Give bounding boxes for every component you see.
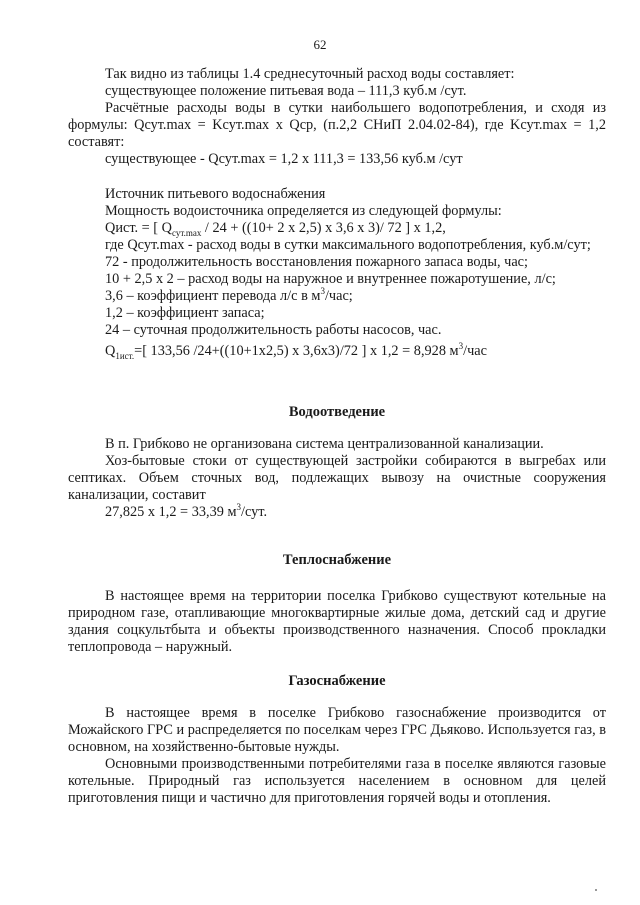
paragraph: Источник питьевого водоснабжения [105,186,326,202]
list-item: 3,6 – коэффициент перевода л/с в $м^3$/час; [105,286,353,304]
paragraph: Расчётные расходы воды в сутки наибольшего водопотребления, и сходя из формулы: Qсут.max = Kсут.max x Qср, (п.2,2 СНиП 2.04.02-84), где Kсут.max = 1,2 составят: [68,100,606,150]
list-item: 1,2 – коэффициент запаса; [105,305,265,321]
paragraph: Так видно из таблицы 1.4 среднесуточный расход воды составляет: [105,66,515,82]
heading-heating: Теплоснабжение [282,552,392,568]
paragraph: В настоящее время в поселке Грибково газоснабжение производится от Можайского ГРС и распределяется по поселкам через ГРС Дьяково. Используется газ, в основном, на хозяйственно-бытовые нужды. [68,705,606,755]
paragraph: существующее положение питьевая вода – 111,3 куб.м /сут. [105,83,467,99]
page-number: 62 [313,37,327,52]
paragraph: Мощность водоисточника определяется из следующей формулы: [105,203,502,219]
water-source-block [68,186,606,360]
heading-wastewater: Водоотведение [288,404,386,420]
list-item: 72 - продолжительность восстановления пожарного запаса воды, час; [105,254,529,270]
wastewater-block [68,436,606,521]
water-consumption-block [68,66,606,168]
paragraph: где Qсут.max - расход воды в сутки максимального водопотребления, куб.м/сут; [105,237,591,253]
gas-block [68,705,606,807]
paragraph: 27,825 х 1,2 = 33,39 $м^3$/сут. [105,502,268,520]
heating-block [68,588,606,656]
paragraph: В настоящее время на территории поселка Грибково существуют котельные на природном газе, отапливающие многоквартирные жилые дома, детский сад и другие здания соцкультбыта и объекты производственного назначения. Способ прокладки теплопровода – наружный. [68,588,606,655]
list-item: 10 + 2,5 x 2 – расход воды на наружное и внутреннее пожаротушение, л/с; [105,271,556,287]
paragraph: существующее - Qсут.max = 1,2 x 111,3 = 133,56 куб.м /сут [105,151,463,167]
paragraph: Основными производственными потребителями газа в поселке являются газовые котельные. Природный газ используется населением в основном для целей приготовления пищи и частично для приготовления горячей воды и отопления. [68,756,606,806]
heading-gas: Газоснабжение [288,673,386,689]
paragraph: В п. Грибково не организована система централизованной канализации. [105,436,544,452]
paragraph: Хоз-бытовые стоки от существующей застройки собираются в выгребах или септиках. Объем сточных вод, подлежащих вывозу на очистные сооружения канализации, составит [68,453,606,503]
result-formula: $Q_{1ист.}=$[ 133,56 /24+((10+1x2,5) x 3,6x3)/72 ] x 1,2 = 8,928 $м^3$/час [105,341,487,361]
scan-speck [595,889,597,891]
formula: Qист. = [ $Q_{сут.max} / 24 + ((10+ 2$ x 2,5) x 3,6 x 3)/ 72 ] x 1,2, [105,220,446,238]
list-item: 24 – суточная продолжительность работы насосов, час. [105,322,442,338]
